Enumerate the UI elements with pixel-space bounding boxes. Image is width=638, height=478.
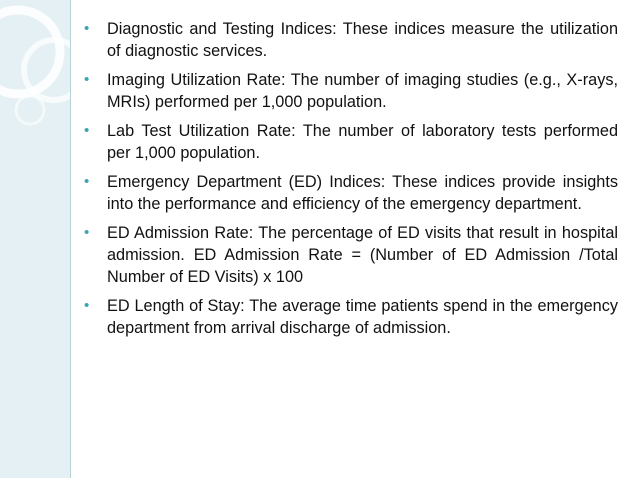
list-item <box>80 222 618 288</box>
bullet-icon: • <box>84 224 90 241</box>
bullet-icon: • <box>84 20 90 37</box>
list-item <box>80 120 618 164</box>
bullet-icon: • <box>84 71 90 88</box>
list-item-text: Diagnostic and Testing Indices: These indices measure the utilization of diagnostic services. <box>107 20 618 60</box>
list-item <box>80 295 618 339</box>
list-item-text: ED Admission Rate: The percentage of ED visits that result in hospital admission. ED Admission Rate = (Number of ED Admission /Total Number of ED Visits) x 100 <box>107 224 618 286</box>
list-item-text: ED Length of Stay: The average time patients spend in the emergency department from arrival discharge of admission. <box>107 297 618 337</box>
bullet-icon: • <box>84 173 90 190</box>
list-item <box>80 18 618 62</box>
bullet-icon: • <box>84 122 90 139</box>
decorative-circles <box>0 0 70 478</box>
decorative-sidebar <box>0 0 71 478</box>
bullet-icon: • <box>84 297 90 314</box>
list-item-text: Imaging Utilization Rate: The number of imaging studies (e.g., X-rays, MRIs) performed per 1,000 population. <box>107 71 618 111</box>
list-item-text: Lab Test Utilization Rate: The number of laboratory tests performed per 1,000 population. <box>107 122 618 162</box>
bullet-list <box>80 18 618 346</box>
list-item <box>80 171 618 215</box>
list-item <box>80 69 618 113</box>
list-item-text: Emergency Department (ED) Indices: These indices provide insights into the performance and efficiency of the emergency department. <box>107 173 618 213</box>
